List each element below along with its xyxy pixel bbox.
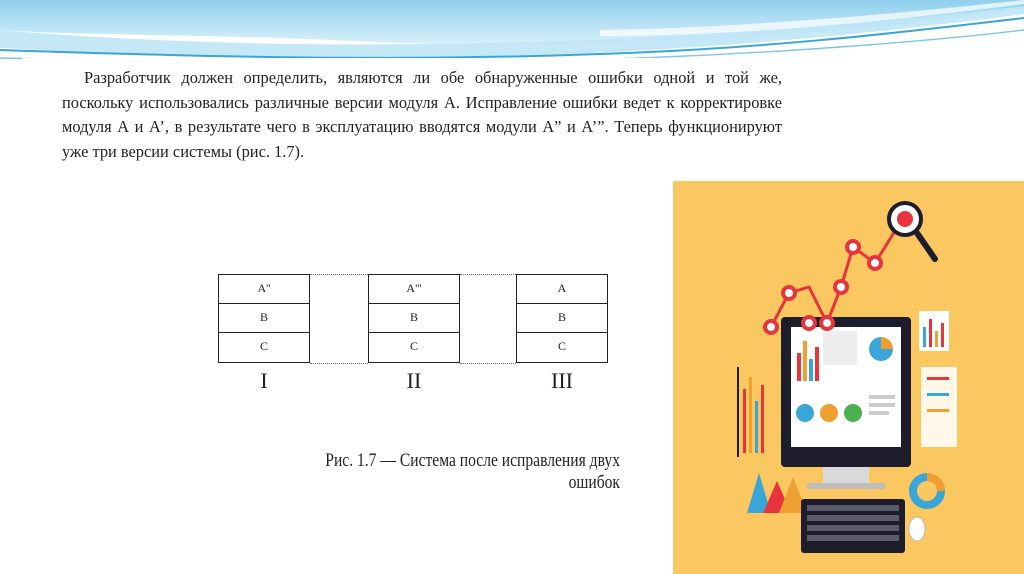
module-cell: С	[259, 339, 268, 353]
connector-line	[460, 274, 516, 275]
connector-line	[460, 363, 516, 364]
body-paragraph: Разработчик должен определить, являются ли обе обнаруженные ошибки одной и той же, поскольку использовались различные версии модуля А. Исправление ошибки ведет к корректировке модуля А и А’, в результате чего в эксплуатацию вводятся модули А” и А’”. Теперь функционируют уже три версии системы (рис. 1.7).	[62, 68, 782, 161]
connector-line	[310, 363, 368, 364]
version-table-2	[368, 274, 460, 363]
version-table-3	[516, 274, 608, 363]
module-cell: А''	[219, 275, 309, 304]
module-cell: С	[557, 339, 566, 353]
analytics-illustration	[673, 181, 1024, 574]
version-label: III	[551, 368, 573, 393]
connector-line	[310, 274, 368, 275]
module-cell: А	[517, 275, 607, 304]
version-label: I	[260, 368, 268, 393]
version-table-1	[218, 274, 310, 363]
figure-caption: Рис. 1.7 — Система после исправления двух ошибок	[325, 450, 620, 493]
version-label: II	[406, 368, 422, 393]
module-cell: А'''	[369, 275, 459, 304]
figure-1-7	[200, 260, 660, 493]
module-cell: С	[409, 339, 418, 353]
module-cell: В	[369, 304, 459, 333]
module-cell: В	[219, 304, 309, 333]
module-cell: В	[517, 304, 607, 333]
